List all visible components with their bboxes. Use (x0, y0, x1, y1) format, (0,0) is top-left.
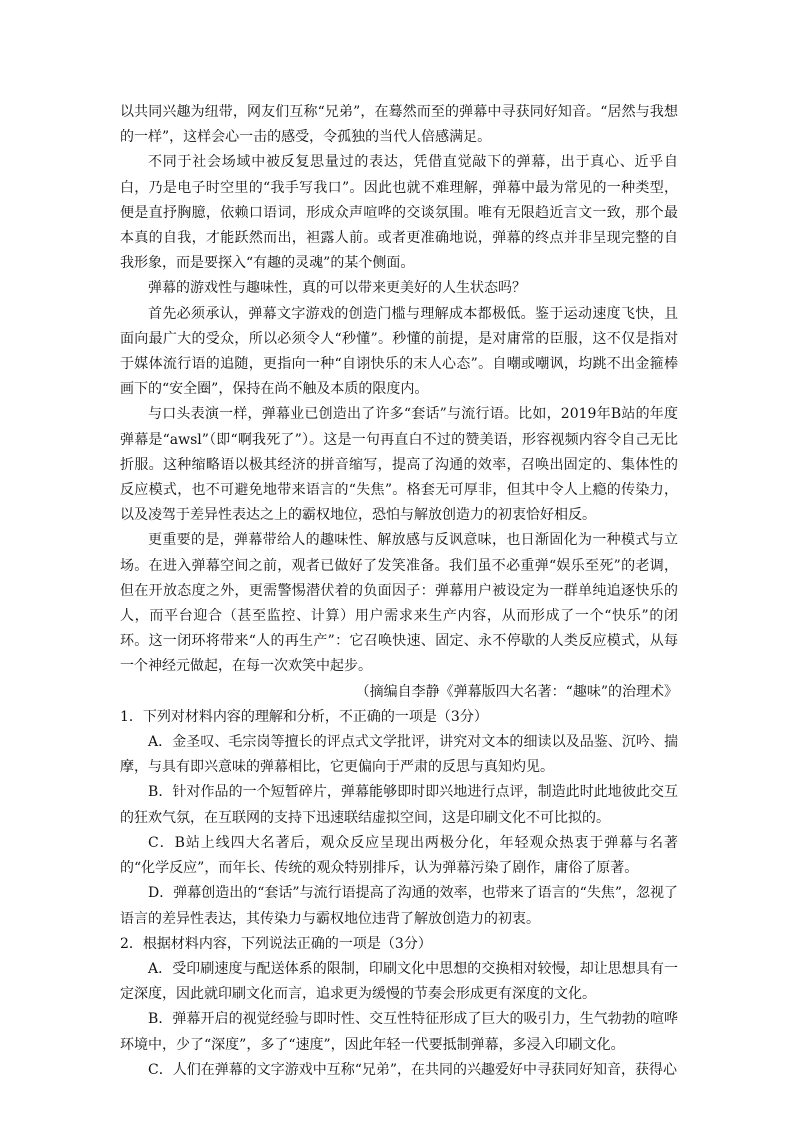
document-page (120, 100, 678, 1083)
passage-paragraph: 弹幕的游戏性与趣味性，真的可以带来更美好的人生状态吗？ (148, 280, 526, 297)
passage-paragraph: 与口头表演一样，弹幕业已创造出了许多“套话”与流行语。比如，2019年B站的年度弹幕是“awsl”（即“啊我死了”）。这是一句再直白不过的赞美语，形容视频内容令自己无比折服。这种缩略语以极其经济的拼音缩写，提高了沟通的效率，召唤出固定的、集体性的反应模式，也不可避免地带来语言的“失焦”。格套无可厚非，但其中令人上瘾的传染力，以及凌驾于差异性表达之上的霸权地位，恐怕与解放创造力的初衷恰好相反。 (120, 406, 678, 524)
passage-paragraph: 更重要的是，弹幕带给人的趣味性、解放感与反讽意味，也日渐固化为一种模式与立场。在进入弹幕空间之前，观者已做好了发笑准备。我们虽不必重弹“娱乐至死”的老调，但在开放态度之外，更需警惕潜伏着的负面因子：弹幕用户被设定为一群单纯追逐快乐的人，而平台迎合（甚至监控、计算）用户需求来生产内容，从而形成了一个“快乐”的闭环。这一闭环将带来“人的再生产”：它召唤快速、固定、永不停歇的人类反应模式，从每一个神经元做起，在每一次欢笑中起步。 (120, 532, 678, 675)
question-stem: 2．根据材料内容，下列说法正确的一项是（3分） (120, 935, 432, 952)
question-stem: 1．下列对材料内容的理解和分析，不正确的一项是（3分） (120, 708, 488, 725)
question-option: A．金圣叹、毛宗岗等擅长的评点式文学批评，讲究对文本的细读以及品鉴、沉吟、揣摩，与具有即兴意味的弹幕相比，它更偏向于严肃的反思与真知灼见。 (120, 734, 678, 776)
passage-paragraph: 首先必须承认，弹幕文字游戏的创造门槛与理解成本都极低。鉴于运动速度飞快，且面向最广大的受众，所以必须令人“秒懂”。秒懂的前提，是对庸常的臣服，这不仅是指对于媒体流行语的追随，更指向一种“自诩快乐的末人心态”。自嘲或嘲讽，均跳不出金箍棒画下的“安全圈”，保持在尚不触及本质的限度内。 (120, 305, 678, 398)
question-option: D．弹幕创造出的“套话”与流行语提高了沟通的效率，也带来了语言的“失焦”，忽视了语言的差异性表达，其传染力与霸权地位违背了解放创造力的初衷。 (120, 885, 678, 927)
question-option: C．B站上线四大名著后，观众反应呈现出两极分化，年轻观众热衷于弹幕与名著的“化学反应”，而年长、传统的观众特别排斥，认为弹幕污染了剧作，庸俗了原著。 (120, 834, 678, 877)
question-option: C．人们在弹幕的文字游戏中互称“兄弟”，在共同的兴趣爱好中寻获同好知音，获得心 (148, 1061, 678, 1078)
question-option: B．针对作品的一个短暂碎片，弹幕能够即时即兴地进行点评，制造此时此地彼此交互的狂欢气氛，在互联网的支持下迅速联结虚拟空间，这是印刷文化不可比拟的。 (120, 784, 678, 826)
passage-paragraph: 以共同兴趣为纽带，网友们互称“兄弟”，在蓦然而至的弹幕中寻获同好知音。“居然与我想的一样”，这样会心一击的感受，令孤独的当代人倍感满足。 (120, 104, 678, 146)
question-option: B．弹幕开启的视觉经验与即时性、交互性特征形成了巨大的吸引力，生气勃勃的喧哗环境中，少了“深度”，多了“速度”，因此年轻一代要抵制弹幕，多浸入印刷文化。 (120, 1011, 678, 1053)
passage-paragraph: 不同于社会场域中被反复思量过的表达，凭借直觉敲下的弹幕，出于真心、近乎自白，乃是电子时空里的“我手写我口”。因此也就不难理解，弹幕中最为常见的一种类型，便是直抒胸臆，依赖口语词，形成众声喧哗的交谈氛围。唯有无限趋近言文一致，那个最本真的自我，才能跃然而出，袒露人前。或者更准确地说，弹幕的终点并非呈现完整的自我形象，而是要探入“有趣的灵魂”的某个侧面。 (120, 154, 678, 272)
question-option: A．受印刷速度与配送体系的限制，印刷文化中思想的交换相对较慢，却让思想具有一定深度，因此就印刷文化而言，追求更为缓慢的节奏会形成更有深度的文化。 (120, 960, 678, 1003)
passage-source: （摘编自李静《弹幕版四大名著：“趣味”的治理术》 (355, 683, 678, 700)
